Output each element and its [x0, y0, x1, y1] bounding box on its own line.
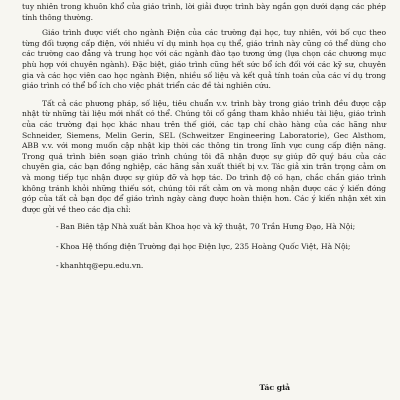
contact-faculty: Khoa Hệ thống điện Trường đại học Điện lực, 235 Hoàng Quốc Việt, Hà Nội;: [60, 241, 351, 251]
contact-address-item: [22, 242, 386, 253]
paragraph-sources: Tất cả các phương pháp, số liệu, tiêu chuẩn v.v. trình bày trong giáo trình đều được cập nhật từ những tài liệu mới nhất có thể. Chúng tôi cố gắng tham khảo nhiều tài liệu, giáo trình của các trường đại học khác nhau trên thế giới, các tạp chí chào hàng của các hãng như Schneider, Siemens, Melin Gerin, SEL (Schweitzer Engineering Laboratorie), Gec Alsthom, ABB v.v. với mong muốn cập nhật kịp thời các thông tin trong lĩnh vực cung cấp điện năng. Trong quá trình biên soạn giáo trình chúng tôi đã nhận được sự giúp đỡ quý báu của các chuyên gia, các bạn đồng nghiệp, các hãng sản xuất thiết bị v.v. Tác giả xin trân trọng cảm ơn và mong tiếp tục nhận được sự giúp đỡ và hợp tác. Do trình độ có hạn, chắc chắn giáo trình không tránh khỏi những thiếu sót, chúng tôi rất cảm ơn và mong nhận được các ý kiến đóng góp của tất cả bạn đọc để giáo trình ngày càng được hoàn thiện hơn. Các ý kiến nhận xét xin được gửi về theo các địa chỉ:: [22, 98, 386, 214]
contact-address-item: [22, 222, 386, 233]
contact-address-item: [22, 261, 386, 272]
list-dash: -: [56, 222, 59, 232]
author-signature: Tác giả: [259, 383, 290, 392]
list-dash: -: [56, 261, 59, 271]
paragraph-audience: Giáo trình được viết cho ngành Điện của các trường đại học, tuy nhiên, với bố cục theo từng đối tượng cấp điện, với nhiều ví dụ minh họa cụ thể, giáo trình này cũng có thể dùng cho các trường cao đẳng và trung học với các ngành đào tạo tương ứng (lựa chọn các chương mục phù hợp với chuyên ngành). Đặc biệt, giáo trình cũng hết sức bổ ích đối với các kỹ sư, chuyên gia và các học viên cao học ngành Điện, nhiều số liệu và kết quả tính toán của các ví dụ trong giáo trình có thể bổ ích cho việc phát triển các đề tài nghiên cứu.: [22, 28, 386, 91]
contact-email: khanhtq@epu.edu.vn.: [60, 261, 144, 271]
list-dash: -: [56, 241, 59, 251]
contact-address-list: [22, 222, 386, 272]
paragraph-continuation: tuy nhiên trong khuôn khổ của giáo trình, lời giải được trình bày ngắn gọn dưới dạng các phép tính thông thường.: [22, 2, 386, 22]
contact-publisher: Ban Biên tập Nhà xuất bản Khoa học và kỹ thuật, 70 Trần Hưng Đạo, Hà Nội;: [60, 222, 356, 232]
